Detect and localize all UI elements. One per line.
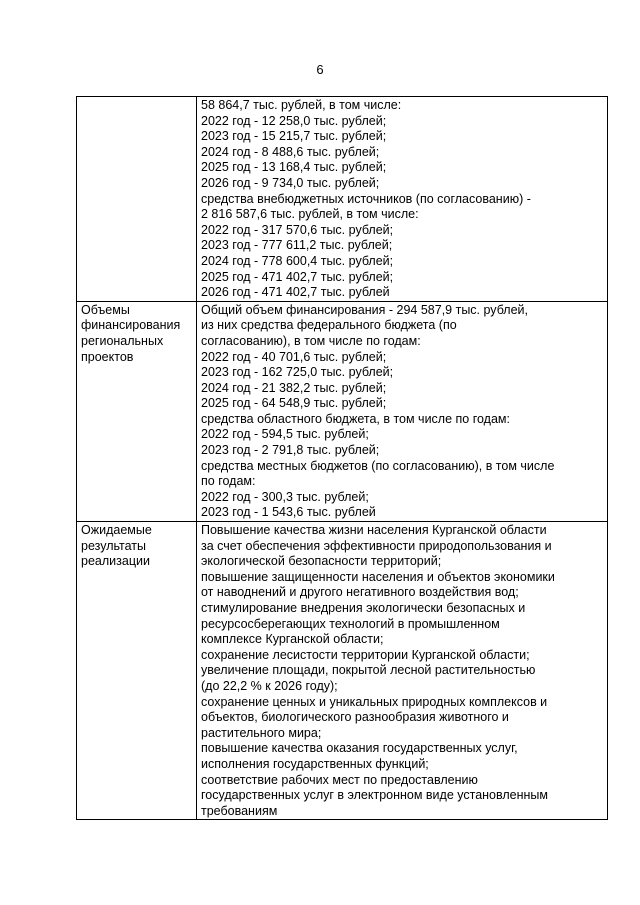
row-value-line: требованиям bbox=[201, 803, 278, 818]
row-value-line: согласованию), в том числе по годам: bbox=[201, 333, 421, 348]
row-value-line: увеличение площади, покрытой лесной растительностью bbox=[201, 663, 536, 678]
row-value-line: комплексе Курганской области; bbox=[201, 632, 384, 647]
row-value-line: объектов, биологического разнообразия животного и bbox=[201, 710, 509, 725]
row-value-line: растительного мира; bbox=[201, 725, 322, 740]
row-value-line: средства областного бюджета, в том числе по годам: bbox=[201, 411, 510, 426]
row-value-line: средства местных бюджетов (по согласованию), в том числе bbox=[201, 458, 555, 473]
row-value-line: Повышение качества жизни населения Курганской области bbox=[201, 523, 547, 538]
row-label-line: результаты bbox=[81, 538, 146, 553]
row-value-line: 2024 год - 778 600,4 тыс. рублей; bbox=[201, 253, 394, 268]
row-value-line: по годам: bbox=[201, 474, 256, 489]
row-value-line: 58 864,7 тыс. рублей, в том числе: bbox=[201, 98, 402, 112]
row-value-line: Общий объем финансирования - 294 587,9 тыс. рублей, bbox=[201, 302, 528, 317]
row-value-line: 2022 год - 317 570,6 тыс. рублей; bbox=[201, 222, 394, 237]
table-row bbox=[77, 97, 608, 302]
row-value-line: (до 22,2 % к 2026 году); bbox=[201, 678, 338, 693]
row-value-line: 2026 год - 9 734,0 тыс. рублей; bbox=[201, 175, 380, 190]
program-passport-table bbox=[76, 96, 608, 820]
table-row bbox=[77, 301, 608, 521]
row-value-line: 2024 год - 8 488,6 тыс. рублей; bbox=[201, 144, 380, 159]
row-value-line: 2023 год - 15 215,7 тыс. рублей; bbox=[201, 129, 387, 144]
row-value-line: 2023 год - 1 543,6 тыс. рублей bbox=[201, 505, 376, 520]
row-value-line: исполнения государственных функций; bbox=[201, 756, 429, 771]
row-value-line: из них средства федерального бюджета (по bbox=[201, 318, 457, 333]
row-value-line: за счет обеспечения эффективности природопользования и bbox=[201, 538, 552, 553]
row-value-line: экологической безопасности территорий; bbox=[201, 554, 442, 569]
row-value-line: от наводнений и другого негативного воздействия вод; bbox=[201, 585, 519, 600]
row-value-cell bbox=[197, 301, 608, 521]
row-value-line: повышение защищенности населения и объектов экономики bbox=[201, 569, 555, 584]
table-body bbox=[77, 97, 608, 820]
row-value-line: стимулирование внедрения экологически безопасных и bbox=[201, 601, 526, 615]
row-value-line: ресурсосберегающих технологий в промышленном bbox=[201, 616, 500, 631]
table-row bbox=[77, 522, 608, 820]
row-label-line: проектов bbox=[81, 349, 134, 364]
page-number: 6 bbox=[316, 62, 324, 77]
row-label-line: Объемы bbox=[81, 302, 130, 317]
row-value-line: государственных услуг в электронном виде установленным bbox=[201, 788, 548, 803]
row-value-line: сохранение лесистости территории Курганской области; bbox=[201, 647, 530, 662]
row-value-line: 2022 год - 40 701,6 тыс. рублей; bbox=[201, 349, 387, 364]
row-value-line: 2025 год - 471 402,7 тыс. рублей; bbox=[201, 269, 394, 284]
row-label-cell bbox=[77, 97, 197, 302]
row-value-line: повышение качества оказания государственных услуг, bbox=[201, 741, 518, 756]
row-value-line: 2023 год - 2 791,8 тыс. рублей; bbox=[201, 443, 380, 458]
row-value-line: 2023 год - 777 611,2 тыс. рублей; bbox=[201, 238, 393, 253]
row-value-line: 2023 год - 162 725,0 тыс. рублей; bbox=[201, 365, 394, 380]
row-label-cell bbox=[77, 522, 197, 820]
row-label-line: реализации bbox=[81, 554, 150, 569]
row-label-line: Ожидаемые bbox=[81, 523, 152, 538]
row-value-line: сохранение ценных и уникальных природных комплексов и bbox=[201, 694, 548, 709]
row-label-line: финансирования bbox=[81, 318, 181, 333]
row-value-line: средства внебюджетных источников (по согласованию) - bbox=[201, 191, 531, 206]
row-value-line: 2025 год - 64 548,9 тыс. рублей; bbox=[201, 396, 387, 411]
row-value-line: 2022 год - 12 258,0 тыс. рублей; bbox=[201, 113, 387, 128]
row-value-line: 2022 год - 300,3 тыс. рублей; bbox=[201, 489, 369, 504]
row-label-line: региональных bbox=[81, 333, 164, 348]
row-value-line: 2022 год - 594,5 тыс. рублей; bbox=[201, 427, 369, 442]
row-value-line: 2025 год - 13 168,4 тыс. рублей; bbox=[201, 160, 387, 175]
row-value-line: 2026 год - 471 402,7 тыс. рублей bbox=[201, 285, 390, 300]
row-value-line: соответствие рабочих мест по предоставлению bbox=[201, 772, 478, 787]
row-value-cell bbox=[197, 522, 608, 820]
row-value-line: 2 816 587,6 тыс. рублей, в том числе: bbox=[201, 207, 419, 222]
row-value-line: 2024 год - 21 382,2 тыс. рублей; bbox=[201, 380, 387, 395]
row-label-cell bbox=[77, 301, 197, 521]
row-value-cell bbox=[197, 97, 608, 302]
